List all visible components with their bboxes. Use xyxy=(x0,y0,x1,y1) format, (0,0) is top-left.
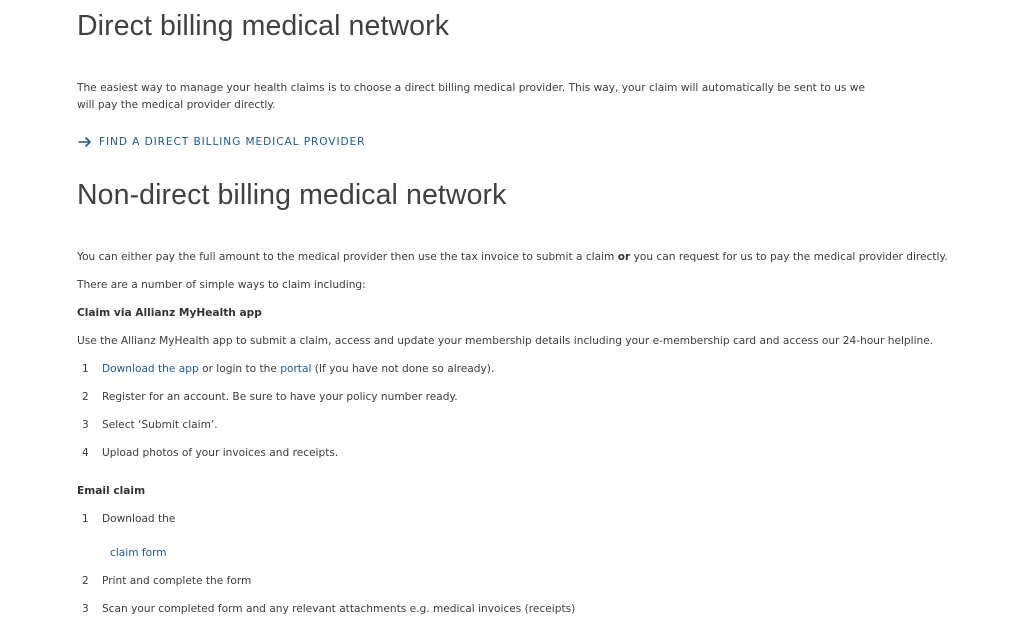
non-direct-intro-text-1: You can either pay the full amount to the medical provider then use the tax invoice to submit a claim xyxy=(77,251,618,263)
email-step-3 xyxy=(77,601,575,618)
step-number: 4 xyxy=(82,447,89,459)
step-number: 1 xyxy=(82,513,89,525)
email-step-1 xyxy=(77,511,175,528)
app-step-3-text: Select ‘Submit claim’. xyxy=(102,419,218,431)
step-number: 3 xyxy=(82,419,89,431)
step-number: 2 xyxy=(82,575,89,587)
non-direct-billing-heading: Non-direct billing medical network xyxy=(77,179,507,211)
app-step-1-text xyxy=(102,361,494,378)
email-step-1-text: Download the xyxy=(102,513,176,525)
step-number: 2 xyxy=(82,391,89,403)
app-claim-description: Use the Allianz MyHealth app to submit a claim, access and update your membership details including your e-membership card and access our 24-hour helpline. xyxy=(77,335,934,347)
app-step-1 xyxy=(77,361,494,378)
direct-billing-intro: The easiest way to manage your health claims is to choose a direct billing medical provider. This way, your claim will automatically be sent to us we will pay the medical provider directly. xyxy=(77,82,865,111)
email-step-2-text: Print and complete the form xyxy=(102,575,252,587)
app-step-4-text: Upload photos of your invoices and receipts. xyxy=(102,447,339,459)
app-step-1-mid-text: or login to the xyxy=(198,363,281,375)
non-direct-billing-intro xyxy=(77,249,948,266)
email-step-2 xyxy=(77,573,251,590)
direct-billing-heading: Direct billing medical network xyxy=(77,10,450,42)
claim-ways-text: There are a number of simple ways to claim including: xyxy=(77,279,366,291)
app-step-4 xyxy=(77,445,338,462)
app-step-2-text: Register for an account. Be sure to have your policy number ready. xyxy=(102,391,458,403)
non-direct-intro-text-2: you can request for us to pay the medical provider directly. xyxy=(630,251,948,263)
email-claim-heading: Email claim xyxy=(77,485,146,497)
find-direct-billing-provider-link[interactable] xyxy=(78,136,365,148)
claim-form-link[interactable]: claim form xyxy=(110,547,167,559)
download-app-link[interactable]: Download the app xyxy=(102,363,199,375)
email-step-3-text: Scan your completed form and any relevant attachments e.g. medical invoices (receipts) xyxy=(102,603,576,615)
step-number: 3 xyxy=(82,603,89,615)
portal-link[interactable]: portal xyxy=(280,363,312,375)
non-direct-intro-bold: or xyxy=(617,251,631,263)
app-step-1-end-text: (If you have not done so already). xyxy=(311,363,495,375)
arrow-right-icon xyxy=(78,136,92,148)
app-step-3 xyxy=(77,417,218,434)
app-claim-heading: Claim via Allianz MyHealth app xyxy=(77,307,262,319)
find-direct-billing-provider-label: FIND A DIRECT BILLING MEDICAL PROVIDER xyxy=(99,136,366,148)
app-step-2 xyxy=(77,389,458,406)
step-number: 1 xyxy=(82,363,89,375)
